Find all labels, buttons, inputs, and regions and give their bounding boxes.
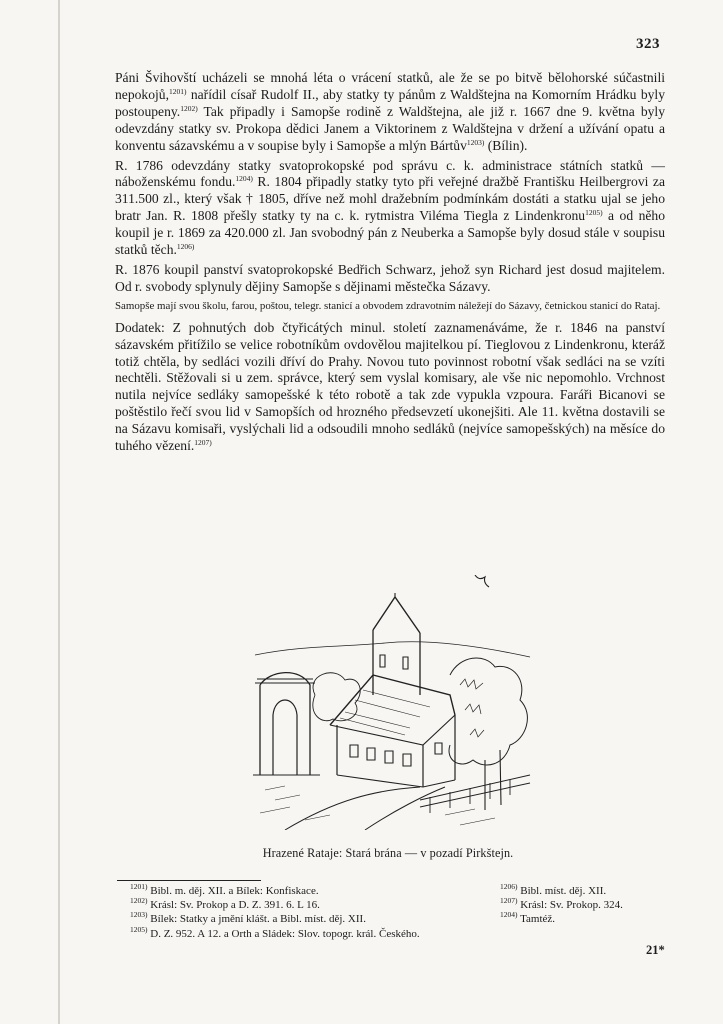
footnote-text: Krásl: Sv. Prokop a D. Z. 391. 6. L 16.: [150, 899, 320, 912]
footnote-entry: [500, 884, 700, 898]
text-run: R. 1786 odevzdány statky svatoprokopské pod správu c. k. administrace státních statků — náboženskému fondu.: [115, 157, 665, 190]
figure-caption: Hrazené Rataje: Stará brána — v pozadí Pirkštejn.: [262, 846, 514, 860]
bird-sketch: [475, 575, 489, 587]
text-run: Tak připadly i Samopše rodině z Waldštejna, ale již r. 1667 dne 9. května byly odevzdány statky sv. Prokopa dědici Janem a Viktorinem z Waldštejna v držení a užívání opatu a konventu sázavskému a v soupise byly i Samopše a mlýn Bártův: [115, 103, 665, 153]
text-run: nařídil císař Rudolf II., aby statky ty pánům z Waldštejna na Komorním Hrádku byly postoupeny.: [115, 86, 665, 119]
text-run: R. 1876 koupil panství svatoprokopské Bedřich Schwarz, jehož syn Richard jest dosud majitelem. Od r. svobody splynuly dějiny Samopše s dějinami městečka Sázavy.: [115, 261, 665, 294]
small-print-paragraph: [115, 300, 665, 314]
paragraph: [115, 158, 665, 259]
footnote-text: D. Z. 952. A 12. a Orth a Sládek: Slov. topogr. král. Českého.: [150, 927, 420, 940]
paragraph: [115, 70, 665, 155]
footnotes-left-column: [130, 884, 510, 941]
paragraph: [115, 320, 665, 455]
footnote-entry: [130, 924, 510, 941]
footnote-number: 1203): [130, 910, 148, 920]
footnote-reference: 1201): [169, 86, 187, 96]
footnote-reference: 1202): [180, 103, 198, 113]
text-run: Páni Švihovští ucházeli se mnohá léta o vrácení statků, ale že se po bitvě bělohorské súčastnili nepokojů,: [115, 70, 665, 102]
footnote-number: 1201): [130, 882, 148, 891]
footnote-entry: [500, 912, 700, 926]
footnote-text: Bílek: Statky a jmění klášt. a Bibl. míst. děj. XII.: [150, 913, 366, 926]
footnote-reference: 1207): [194, 438, 212, 448]
text-run: Dodatek: Z pohnutých dob čtyřicátých minul. století zaznamenáváme, že r. 1846 na panství sázavském přitížilo se velice robotníkům ovdovělou majitelkou pí. Tieglovou z Lindenkronu, kteráž totiž chtěla, by sedláci vozili dříví do Prahy. Novou tuto povinnost robotní však sedláci na se vzíti nechtěli. Stěžovali si u zem. správce, který sem vyslal komisary, ale vše nic nepomohlo. Vrchnost nutila nejvíce sedláky samopešské k této robotě a tak zde vypukla vzpoura. Faráři Bicanovi se poštěstilo řečí svou lid v Samopších od hrozného předsevzetí ukonejšiti. Ale 11. května dostavili se na Sázavu komisaři, vyslýchali lid a odsoudili mnoho sedláků (nejvíce samopešských) na měsíce do tuhého vězení.: [115, 319, 665, 454]
footnotes-right-column: [500, 884, 700, 927]
text-run: (Bílin).: [484, 137, 528, 153]
footnote-divider: [117, 880, 261, 881]
text-run: a od něho koupil je r. 1869 za 420.000 zl. Jan svobodný pán z Neuberka a Samopše byly dosud stále v soupisu statků těch.: [115, 208, 665, 258]
footnote-entry: [130, 884, 510, 898]
text-run: R. 1804 připadly statky tyto při veřejné dražbě Františku Heilbergrovi za 311.500 zl., který však † 1805, dříve než mohl dražebním podmínkám dostáti a statku ujal se jeho bratr Jan. R. 1808 přešly statky ty na c. k. rytmistra Viléma Tiegla z Lindenkronu: [115, 174, 665, 224]
footnote-number: 1204): [500, 910, 518, 920]
footnote-entry: [500, 898, 700, 912]
footnote-number: 1205): [130, 924, 148, 934]
page-binding-shadow: [58, 0, 60, 1024]
footnote-reference: 1205): [585, 208, 603, 218]
text-run: Samopše mají svou školu, farou, poštou, telegr. stanicí a obvodem zdravotním náležejí do Sázavy, četnickou stanicí do Rataj.: [115, 299, 661, 312]
footnote-entry: [130, 898, 510, 912]
footnote-reference: 1204): [235, 174, 253, 184]
footnote-text: Tamtéž.: [520, 913, 556, 926]
footnote-number: 1202): [130, 896, 148, 906]
paragraph: [115, 262, 665, 296]
footnote-text: Bibl. m. děj. XII. a Bílek: Konfiskace.: [150, 885, 319, 897]
printer-signature-mark: 21*: [646, 943, 665, 957]
main-text: [115, 70, 665, 458]
footnote-reference: 1206): [176, 242, 195, 252]
footnote-entry: [130, 912, 510, 926]
footnote-number: 1207): [500, 896, 518, 906]
footnote-number: 1206): [500, 882, 518, 891]
footnote-text: Bibl. míst. děj. XII.: [520, 885, 607, 897]
footnote-text: Krásl: Sv. Prokop. 324.: [520, 899, 623, 912]
illustration-gate-drawing: [245, 575, 535, 830]
footnote-reference: 1203): [466, 137, 485, 147]
gate-drawing-svg: [245, 575, 535, 830]
page-number: 323: [636, 36, 660, 52]
